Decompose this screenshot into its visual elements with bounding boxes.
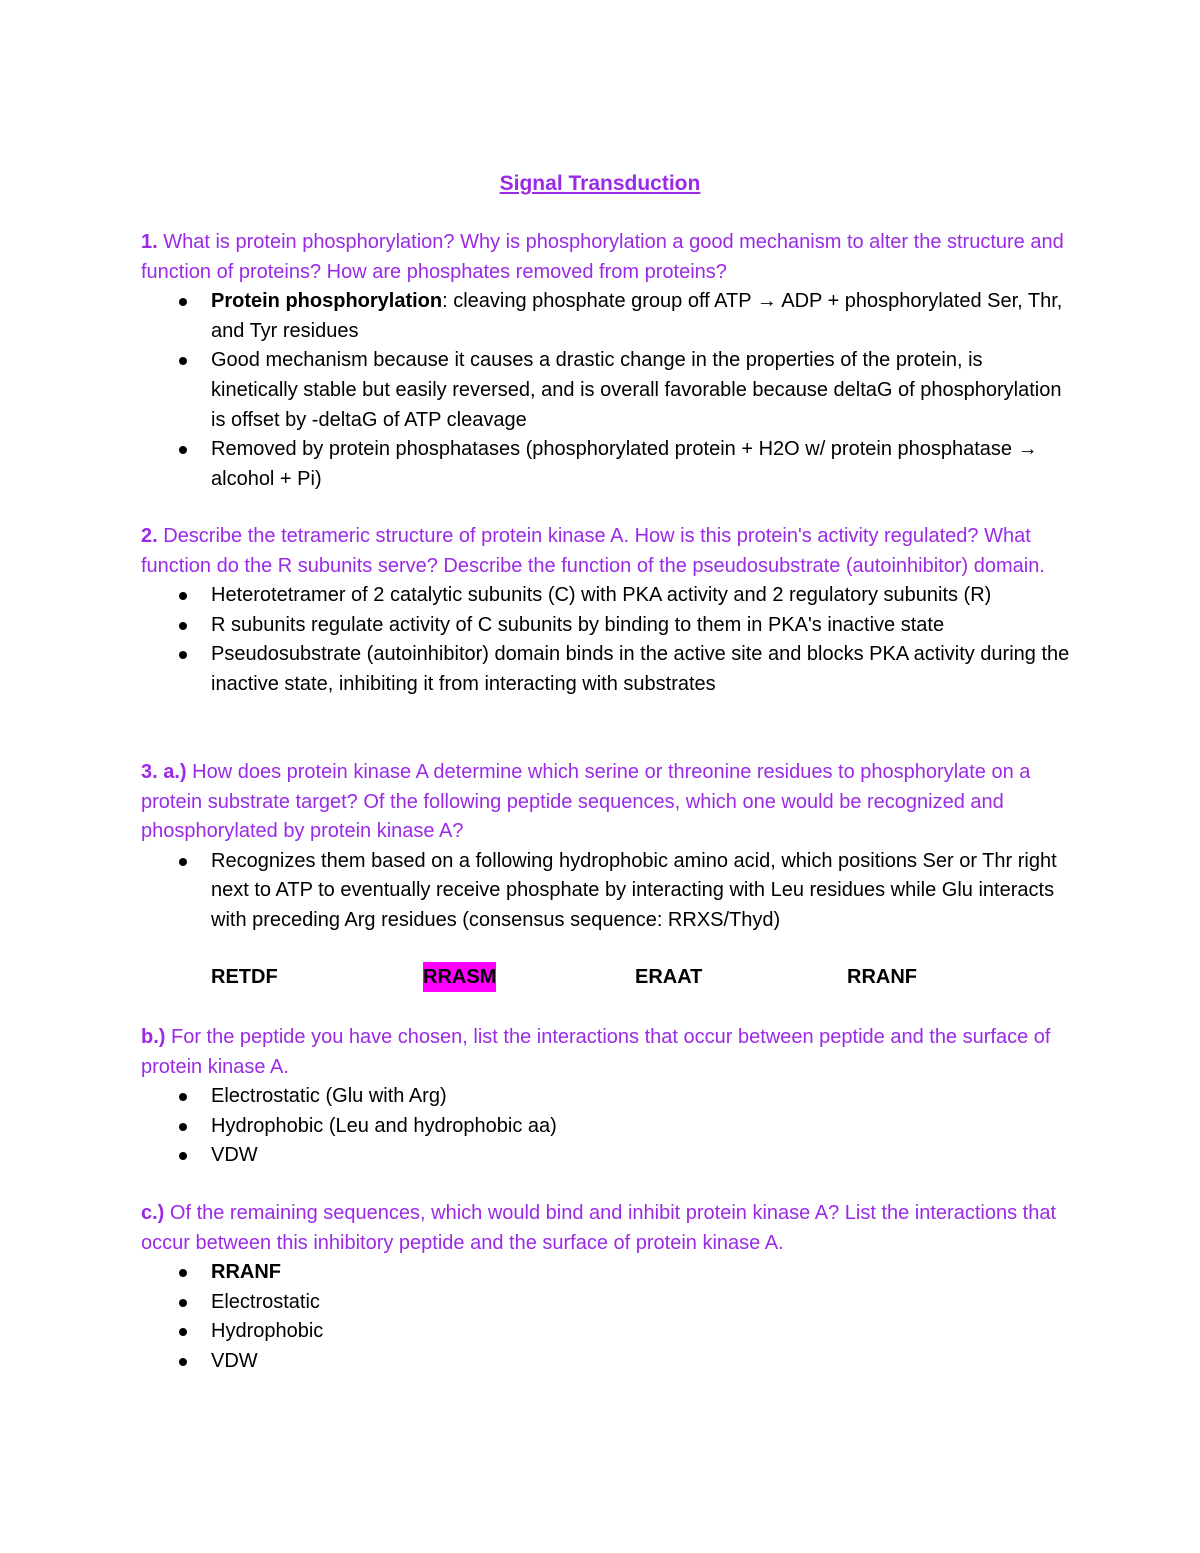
- question-3c-section: [141, 1199, 1071, 1377]
- question-1-section: [141, 228, 1071, 494]
- answer-list: [141, 287, 1071, 494]
- list-item: Heterotetramer of 2 catalytic subunits (C) with PKA activity and 2 regulatory subunits (R): [141, 581, 1071, 611]
- answer-text: : cleaving phosphate group off ATP → ADP + phosphorylated Ser, Thr, and Tyr residues: [211, 290, 1063, 342]
- answer-list: [141, 847, 1071, 936]
- answer-text: Removed by protein phosphatases (phosphorylated protein + H2O w/ protein phosphatase → alcohol + Pi): [211, 438, 1038, 490]
- answer-list: [141, 581, 1071, 699]
- list-item: VDW: [141, 1141, 1071, 1171]
- answer-text: Good mechanism because it causes a drastic change in the properties of the protein, is kinetically stable but easily reversed, and is overall favorable because deltaG of phosphorylation is offset by -deltaG of ATP cleavage: [211, 349, 1062, 431]
- question-text: Describe the tetrameric structure of protein kinase A. How is this protein's activity regulated? What function do the R subunits serve? Describe the function of the pseudosubstrate (autoinhibitor) domain.: [141, 525, 1045, 577]
- list-item: [141, 435, 1071, 494]
- list-item: Recognizes them based on a following hydrophobic amino acid, which positions Ser or Thr right next to ATP to eventually receive phosphate by interacting with Leu residues while Glu interacts with preceding Arg residues (consensus sequence: RRXS/Thyd): [141, 847, 1071, 936]
- list-item: R subunits regulate activity of C subunits by binding to them in PKA's inactive state: [141, 611, 1071, 641]
- question-3b-section: [141, 1023, 1071, 1171]
- question-3b: [141, 1023, 1071, 1082]
- list-item: [141, 346, 1071, 435]
- question-3a-section: [141, 758, 1071, 936]
- question-text: For the peptide you have chosen, list the interactions that occur between peptide and the surface of protein kinase A.: [141, 1026, 1051, 1078]
- page-title: Signal Transduction: [499, 172, 701, 195]
- question-2-section: [141, 522, 1071, 700]
- peptide-option: RETDF: [211, 966, 278, 988]
- question-text: Of the remaining sequences, which would bind and inhibit protein kinase A? List the interactions that occur between this inhibitory peptide and the surface of protein kinase A.: [141, 1202, 1056, 1254]
- question-number: 3. a.): [141, 761, 187, 783]
- question-number: b.): [141, 1026, 166, 1048]
- answer-list: [141, 1082, 1071, 1171]
- question-1: [141, 228, 1071, 287]
- answer-term: Protein phosphorylation: [211, 290, 443, 313]
- question-text: How does protein kinase A determine which serine or threonine residues to phosphorylate on a protein substrate target? Of the following peptide sequences, which one would be recognized and phosphorylated by protein kinase A?: [141, 761, 1031, 843]
- peptide-option: ERAAT: [635, 966, 703, 988]
- list-item: Pseudosubstrate (autoinhibitor) domain binds in the active site and blocks PKA activity during the inactive state, inhibiting it from interacting with substrates: [141, 640, 1071, 699]
- peptide-options: [211, 962, 1071, 994]
- list-item: Hydrophobic: [141, 1317, 1071, 1347]
- list-item: [141, 287, 1071, 346]
- answer-list: [141, 1258, 1071, 1376]
- list-item: VDW: [141, 1347, 1071, 1377]
- list-item: Electrostatic: [141, 1288, 1071, 1318]
- list-item: Electrostatic (Glu with Arg): [141, 1082, 1071, 1112]
- list-item: Hydrophobic (Leu and hydrophobic aa): [141, 1112, 1071, 1142]
- list-item: RRANF: [141, 1258, 1071, 1288]
- question-text: What is protein phosphorylation? Why is phosphorylation a good mechanism to alter the structure and function of proteins? How are phosphates removed from proteins?: [141, 231, 1064, 283]
- question-number: 2.: [141, 525, 158, 547]
- question-2: [141, 522, 1071, 581]
- peptide-option-highlighted: RRASM: [423, 962, 496, 992]
- question-3a: [141, 758, 1071, 847]
- question-number: c.): [141, 1202, 165, 1224]
- peptide-option: RRANF: [847, 966, 917, 988]
- question-3c: [141, 1199, 1071, 1258]
- question-number: 1.: [141, 231, 158, 253]
